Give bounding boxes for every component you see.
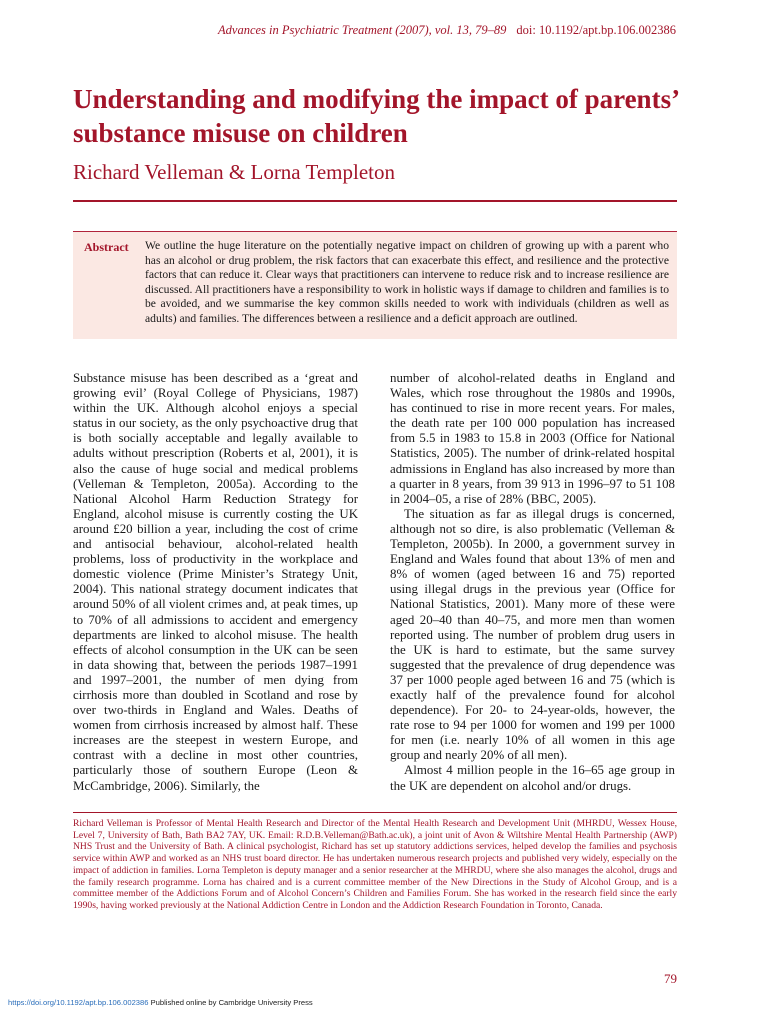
author-biography: Richard Velleman is Professor of Mental Health Research and Director of the Mental Health Research and Development Unit (MHRDU, Wessex House, Level 7, University of Bath, Bath BA2 7AY, UK. Email: R.D.B.Velleman@Bath.ac.uk), a joint unit of Avon & Wiltshire Mental Health Partnership (AWP) NHS Trust and the University of Bath. A clinical psychologist, Richard has set up statutory addictions services, helped develop the families and psychosis service within AWP and worked as an NHS trust board director. He has undertaken numerous research projects and published very widely, especially on the impact of addiction in families. Lorna Templeton is deputy manager and a senior researcher at the MHRDU, where she also manages the alcohol, drugs and the family research programme. Lorna has chaired and is a current committee member of the New Directions in the Study of Alcohol Group, and is a committee member of the Addictions Forum and of Alcohol Concern’s Children and Families Forum. She has worked in the research field since the early 1990s, having worked previously at the National Addiction Centre in London and the Addiction Research Foundation in Toronto, Canada. bbox=[73, 818, 677, 911]
page-number: 79 bbox=[664, 971, 677, 986]
article-authors: Richard Velleman & Lorna Templeton bbox=[73, 160, 396, 184]
abstract-box bbox=[73, 231, 677, 339]
doi-link[interactable]: https://doi.org/10.1192/apt.bp.106.002386 bbox=[8, 998, 149, 1007]
abstract-text: We outline the huge literature on the potentially negative impact on children of growing up with a parent who has an alcohol or drug problem, the risk factors that can exacerbate this effect, and resilience and the protective factors that can reduce it. Clear ways that practitioners can intervene to reduce risk and to increase resilience are discussed. All practitioners have a responsibility to work in holistic ways if damage to children and families is to be avoided, and we summarise the key common skills needed to work with individuals (children as well as adults) and families. The differences between a resilience and a deficit approach are outlined. bbox=[145, 239, 669, 325]
footnote-divider bbox=[73, 812, 677, 813]
body-paragraph: The situation as far as illegal drugs is concerned, although not so dire, is also problematic (Velleman & Templeton, 2005b). In 2000, a government survey in England and Wales found that about 13% of men and 8% of women (aged between 16 and 75) reported using illegal drugs in the previous year (Office for National Statistics, 2001). Many more of these were aged 20–40 than 40–75, and more men than women reported using. The number of problem drug users in the UK is hard to estimate, but the same survey suggested that the prevalence of drug dependence was 37 per 1000 people aged between 16 and 75 (which is exactly half of the prevalence found for alcohol dependence). For 20- to 24-year-olds, however, the rate rose to 94 per 1000 for women and 199 per 1000 for men (i.e. nearly 10% of all women in this age group and nearly 20% of all men). bbox=[390, 506, 675, 763]
body-paragraph: number of alcohol-related deaths in England and Wales, which rose throughout the 1980s and 1990s, has continued to rise in more recent years. For males, the death rate per 100 000 population has increased from 5.5 in 1983 to 15.8 in 2003 (Office for National Statistics, 2005). The number of drink-related hospital admissions in England has also increased by more than a quarter in 8 years, from 39 913 in 1996–97 to 51 108 in 2004–05, a rise of 28% (BBC, 2005). bbox=[390, 371, 675, 506]
abstract-label: Abstract bbox=[84, 240, 129, 254]
journal-header bbox=[72, 23, 676, 38]
download-footer bbox=[8, 998, 313, 1007]
body-column-left bbox=[73, 371, 358, 794]
body-column-right bbox=[390, 371, 675, 794]
article-doi: doi: 10.1192/apt.bp.106.002386 bbox=[516, 23, 676, 37]
journal-citation: Advances in Psychiatric Treatment (2007), vol. 13, 79–89 bbox=[218, 23, 507, 37]
article-title: Understanding and modifying the impact of parents’ substance misuse on children bbox=[73, 84, 679, 148]
published-online-text: Published online by Cambridge University Press bbox=[150, 998, 313, 1007]
body-paragraph: Almost 4 million people in the 16–65 age group in the UK are dependent on alcohol and/or drugs. bbox=[390, 763, 675, 793]
title-divider bbox=[73, 200, 677, 202]
body-paragraph: Substance misuse has been described as a ‘great and growing evil’ (Royal College of Physicians, 1987) within the UK. Although alcohol enjoys a special status in our society, as the only psychoactive drug that is both socially acceptable and legally available to adults without prescription (Roberts et al, 2001), it is also the cause of huge social and medical problems (Velleman & Templeton, 2005a). According to the National Alcohol Harm Reduction Strategy for England, alcohol misuse is currently costing the UK around £20 billion a year, including the cost of crime and antisocial behaviour, alcohol-related health problems, loss of productivity in the workplace and domestic violence (Prime Minister’s Strategy Unit, 2004). This national strategy document indicates that around 50% of all violent crimes and, at peak times, up to 70% of all admissions to accident and emergency departments are linked to alcohol misuse. The health effects of alcohol consumption in the UK can be seen in data showing that, between the periods 1987–1991 and 1997–2001, the number of men dying from cirrhosis more than doubled in Scotland and rose by over two-thirds in England and Wales. Deaths of women from cirrhosis increased by almost half. These increases are the steepest in western Europe, and contrast with a decline in most other countries, particularly those of southern Europe (Leon & McCambridge, 2006). Similarly, the bbox=[73, 371, 358, 793]
